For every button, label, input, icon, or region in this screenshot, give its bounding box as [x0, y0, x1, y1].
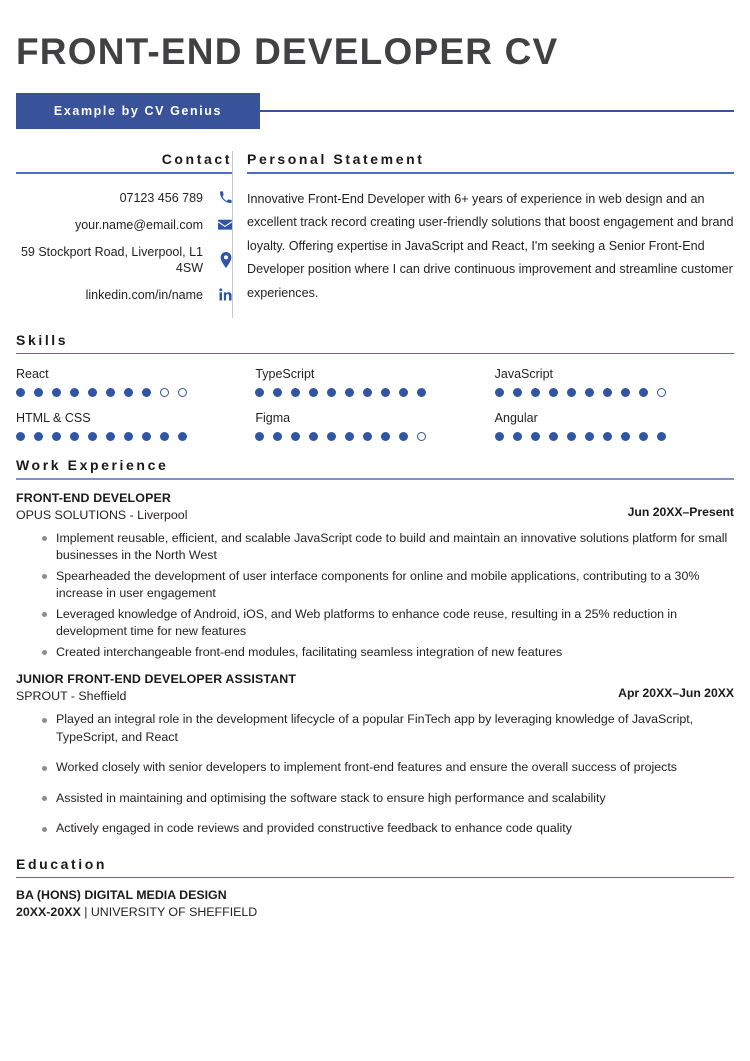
linkedin-icon [212, 288, 232, 301]
skill-name: JavaScript [494, 367, 554, 382]
rating-dot-filled [52, 388, 61, 397]
rating-dot-filled [549, 432, 558, 441]
job-identity [16, 672, 296, 703]
envelope-icon [212, 218, 232, 232]
rating-dot-filled [291, 432, 300, 441]
education-rule [16, 877, 734, 879]
contact-statement-columns [16, 151, 734, 318]
rating-dot-filled [178, 432, 187, 441]
rating-dot-filled [531, 432, 540, 441]
personal-statement-heading: Personal Statement [247, 151, 425, 167]
rating-dot-filled [160, 432, 169, 441]
personal-statement-body: Innovative Front-End Developer with 6+ years of experience in web design and an excellent track record creating user-friendly solutions that boost engagement and brand loyalty. Offering expertise in JavaScript and React, I'm seeking a Senior Front-End Developer position where I can drive continuous improvement and streamline customer experiences. [247, 191, 734, 300]
skill-rating-dots [255, 388, 494, 397]
rating-dot-filled [381, 432, 390, 441]
rating-dot-filled [363, 432, 372, 441]
rating-dot-filled [549, 388, 558, 397]
rating-dot-filled [513, 432, 522, 441]
rating-dot-empty [657, 388, 666, 397]
rating-dot-filled [327, 388, 336, 397]
job-bullet: Played an integral role in the development lifecycle of a popular FinTech app by leveraging knowledge of JavaScript, TypeScript, and React [42, 711, 734, 746]
skills-heading: Skills [16, 331, 69, 348]
jobs-list [16, 491, 734, 838]
job-dates: Jun 20XX–Present [627, 504, 734, 519]
byline-banner-row [16, 93, 734, 129]
skill-rating-dots [495, 388, 734, 397]
rating-dot-filled [70, 388, 79, 397]
skill-name: Angular [494, 411, 538, 426]
page-title: FRONT-END DEVELOPER CV [16, 31, 559, 72]
rating-dot-filled [273, 388, 282, 397]
job-bullet: Leveraged knowledge of Android, iOS, and Web platforms to enhance code reuse, resulting in a 25% reduction in development time for new features [42, 606, 734, 641]
personal-statement-rule [247, 172, 734, 174]
contact-rule [16, 172, 232, 174]
rating-dot-filled [363, 388, 372, 397]
rating-dot-filled [106, 388, 115, 397]
skills-rule [16, 353, 734, 355]
work-experience-heading: Work Experience [16, 457, 169, 474]
rating-dot-filled [417, 388, 426, 397]
job-company: OPUS SOLUTIONS - Liverpool [16, 507, 188, 522]
rating-dot-filled [621, 432, 630, 441]
job-entry [16, 491, 734, 662]
education-detail-line [16, 905, 734, 919]
contact-linkedin-value: linkedin.com/in/name [85, 287, 203, 302]
education-degree: BA (HONS) DIGITAL MEDIA DESIGN [16, 888, 227, 903]
rating-dot-filled [399, 432, 408, 441]
job-title: FRONT-END DEVELOPER [16, 490, 171, 505]
contact-email-value: your.name@email.com [74, 217, 203, 232]
rating-dot-filled [309, 432, 318, 441]
rating-dot-filled [639, 388, 648, 397]
contact-item-email [16, 217, 232, 233]
rating-dot-empty [160, 388, 169, 397]
skill-item [495, 411, 734, 441]
rating-dot-filled [34, 388, 43, 397]
rating-dot-filled [603, 432, 612, 441]
rating-dot-filled [52, 432, 61, 441]
rating-dot-filled [34, 432, 43, 441]
contact-phone-value: 07123 456 789 [119, 190, 203, 205]
skill-rating-dots [255, 432, 494, 441]
map-pin-icon [212, 252, 232, 268]
rating-dot-filled [255, 432, 264, 441]
rating-dot-filled [291, 388, 300, 397]
contact-item-linkedin [16, 287, 232, 303]
rating-dot-filled [495, 388, 504, 397]
education-entry [16, 888, 734, 919]
rating-dot-empty [417, 432, 426, 441]
job-title: JUNIOR FRONT-END DEVELOPER ASSISTANT [16, 672, 297, 687]
rating-dot-filled [88, 432, 97, 441]
contact-list [16, 190, 232, 303]
rating-dot-filled [639, 432, 648, 441]
rating-dot-filled [603, 388, 612, 397]
rating-dot-filled [124, 388, 133, 397]
rating-dot-filled [142, 388, 151, 397]
rating-dot-filled [567, 432, 576, 441]
rating-dot-filled [273, 432, 282, 441]
job-bullet: Spearheaded the development of user interface components for online and mobile applications, contributing to a 30% increase in user engagement [42, 568, 734, 603]
rating-dot-filled [327, 432, 336, 441]
skill-rating-dots [495, 432, 734, 441]
contact-heading: Contact [161, 151, 232, 167]
rating-dot-filled [70, 432, 79, 441]
skill-rating-dots [16, 432, 255, 441]
skill-name: TypeScript [255, 367, 315, 382]
education-institution: UNIVERSITY OF SHEFFIELD [90, 905, 258, 920]
rating-dot-filled [88, 388, 97, 397]
rating-dot-filled [585, 388, 594, 397]
job-bullet: Assisted in maintaining and optimising the software stack to ensure high performance and scalability [42, 790, 734, 808]
skill-item [255, 411, 494, 441]
job-header [16, 672, 734, 703]
rating-dot-filled [345, 388, 354, 397]
job-entry [16, 672, 734, 838]
education-years: 20XX-20XX [16, 905, 81, 920]
byline-banner: Example by CV Genius [16, 93, 260, 129]
skills-section [16, 332, 734, 442]
skill-item [255, 367, 494, 397]
rating-dot-filled [399, 388, 408, 397]
skill-item [16, 411, 255, 441]
rating-dot-filled [513, 388, 522, 397]
rating-dot-filled [657, 432, 666, 441]
work-experience-section [16, 457, 734, 838]
banner-rule [260, 110, 734, 112]
phone-icon [212, 191, 232, 204]
job-header [16, 491, 734, 522]
contact-address-value: 59 Stockport Road, Liverpool, L1 4SW [20, 244, 203, 275]
skill-rating-dots [16, 388, 255, 397]
rating-dot-filled [495, 432, 504, 441]
job-bullet-list [16, 530, 734, 662]
contact-item-phone [16, 190, 232, 206]
education-list [16, 888, 734, 919]
rating-dot-filled [585, 432, 594, 441]
rating-dot-filled [621, 388, 630, 397]
rating-dot-filled [255, 388, 264, 397]
job-company: SPROUT - Sheffield [16, 689, 127, 704]
skills-grid [16, 367, 734, 441]
contact-section [16, 151, 232, 318]
contact-item-address [16, 244, 232, 276]
rating-dot-filled [531, 388, 540, 397]
skill-item [495, 367, 734, 397]
rating-dot-filled [16, 388, 25, 397]
skill-item [16, 367, 255, 397]
rating-dot-filled [16, 432, 25, 441]
rating-dot-empty [178, 388, 187, 397]
job-identity [16, 491, 187, 522]
education-section [16, 856, 734, 920]
job-bullet: Implement reusable, efficient, and scalable JavaScript code to build and maintain an innovative solutions platform for small businesses in the North West [42, 530, 734, 565]
skill-name: React [16, 367, 49, 382]
job-dates: Apr 20XX–Jun 20XX [618, 686, 734, 701]
rating-dot-filled [106, 432, 115, 441]
education-heading: Education [16, 855, 108, 872]
rating-dot-filled [345, 432, 354, 441]
job-bullet: Created interchangeable front-end modules, facilitating seamless integration of new features [42, 644, 734, 662]
rating-dot-filled [567, 388, 576, 397]
rating-dot-filled [381, 388, 390, 397]
work-experience-rule [16, 478, 734, 480]
job-bullet: Worked closely with senior developers to implement front-end features and ensure the overall success of projects [42, 759, 734, 777]
rating-dot-filled [309, 388, 318, 397]
skill-name: Figma [255, 411, 291, 426]
job-bullet: Actively engaged in code reviews and provided constructive feedback to enhance code quality [42, 820, 734, 838]
skill-name: HTML & CSS [16, 411, 91, 426]
rating-dot-filled [124, 432, 133, 441]
education-separator: | [80, 905, 91, 920]
personal-statement-section [233, 151, 734, 318]
rating-dot-filled [142, 432, 151, 441]
job-bullet-list [16, 711, 734, 838]
